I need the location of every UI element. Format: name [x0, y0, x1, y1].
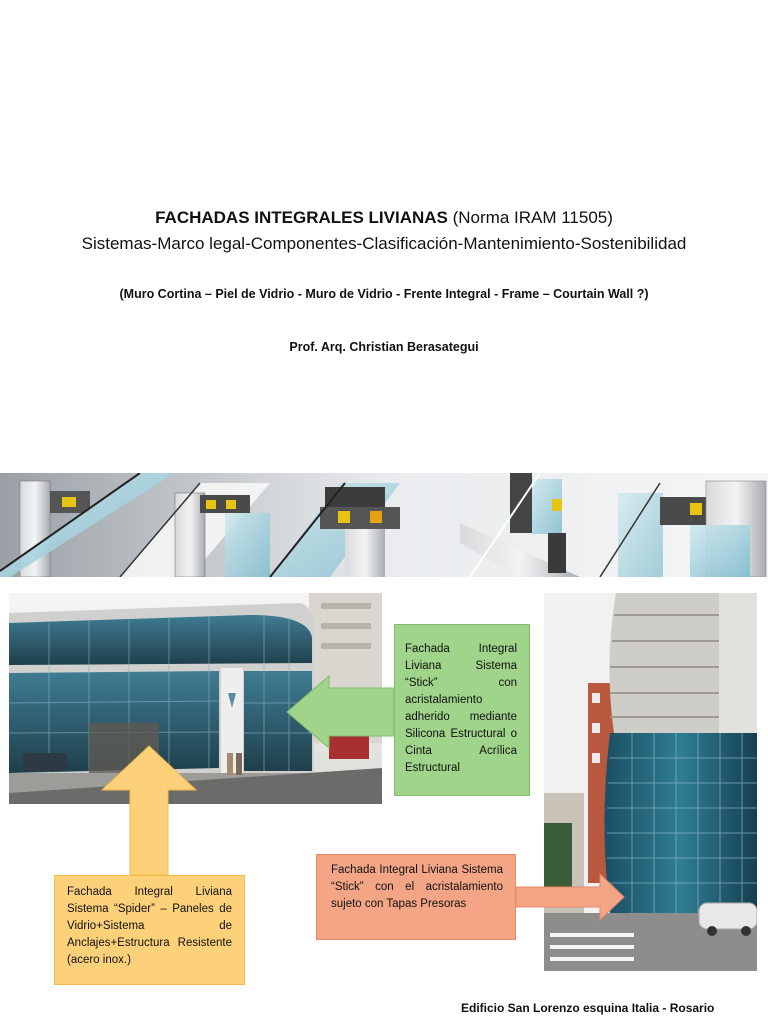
title-bold: FACHADAS INTEGRALES LIVIANAS	[155, 208, 448, 227]
synonyms-subtitle: (Muro Cortina – Piel de Vidrio - Muro de Vidrio - Frente Integral - Frame – Courtain Wall ?)	[119, 287, 649, 301]
photo-caption: Edificio San Lorenzo esquina Italia - Rosario	[461, 1001, 715, 1015]
callout-stick-adhered: Fachada Integral Liviana Sistema “Stick” con acristalamiento adherido mediante Silicona Estructural o Cinta Acrílica Estructural	[394, 624, 530, 796]
arrow-right-salmon	[516, 874, 624, 920]
callout-spider: Fachada Integral Liviana Sistema “Spider” – Paneles de Vidrio+Sistema de Anclajes+Estructura Resistente (acero inox.)	[54, 875, 245, 985]
arrow-left-green	[287, 676, 394, 748]
arrow-up-yellow	[102, 746, 196, 875]
callout-stick-pressed: Fachada Integral Liviana Sistema “Stick” con el acristalamiento sujeto con Tapas Presoras	[316, 854, 516, 940]
document-subtitle-topics: Sistemas-Marco legal-Componentes-Clasificación-Mantenimiento-Sostenibilidad	[81, 234, 687, 253]
author: Prof. Arq. Christian Berasategui	[289, 340, 479, 354]
title-norm: (Norma IRAM 11505)	[447, 208, 613, 227]
